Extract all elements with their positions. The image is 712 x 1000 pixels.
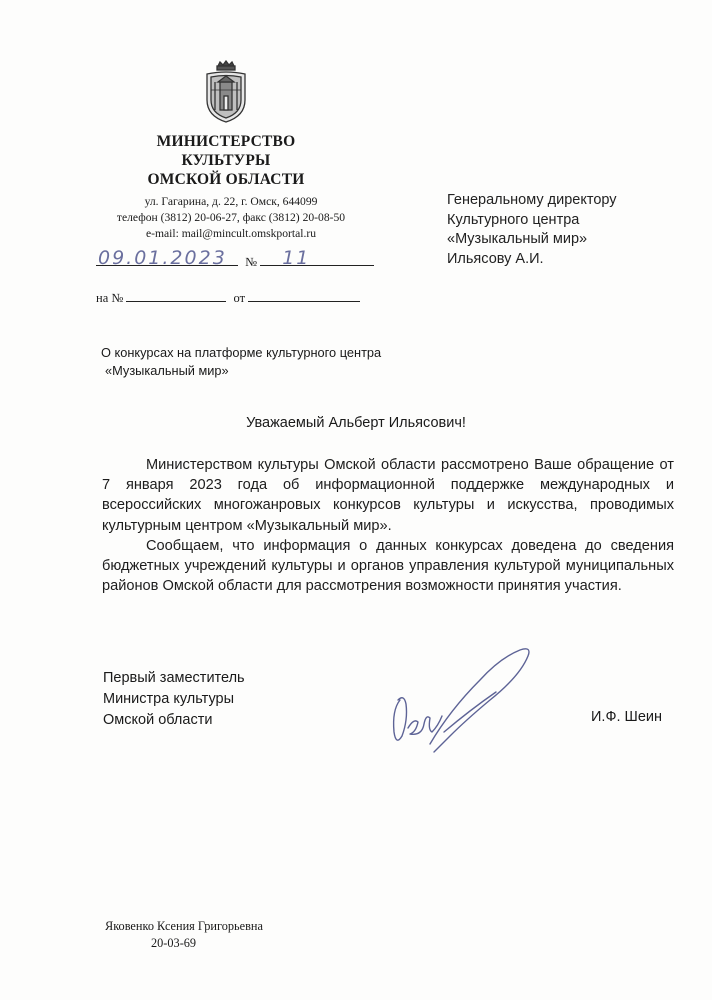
ministry-address: ул. Гагарина, д. 22, г. Омск, 644099: [144, 195, 318, 208]
ministry-phones: телефон (3812) 20-06-27, факс (3812) 20-08-50: [116, 211, 346, 224]
ministry-email: e-mail: mail@mincult.omskportal.ru: [145, 227, 317, 240]
ref-number-field: [126, 288, 226, 302]
recipient-line4: Ильясову А.И.: [447, 250, 544, 267]
ref-date-field: [248, 288, 360, 302]
signatory-position: [103, 668, 245, 731]
position-line2: Министра культуры: [103, 691, 235, 707]
signatory-name: И.Ф. Шеин: [591, 709, 662, 725]
handwritten-number: 11: [282, 247, 311, 269]
executor-block: [105, 918, 263, 952]
reference-line: [96, 288, 360, 306]
body-paragraph-1: Министерством культуры Омской области рассмотрено Ваше обращение от 7 января 2023 года об информационной поддержке международных и всероссийских многожанровых конкурсов культуры и искусства, проводимых культурным центром «Музыкальный мир».: [102, 457, 674, 534]
executor-phone: 20-03-69: [151, 936, 197, 950]
subject-line2: «Музыкальный мир»: [105, 363, 229, 378]
ministry-name-line1: МИНИСТЕРСТВО КУЛЬТУРЫ: [156, 133, 296, 169]
body-paragraph-2: Сообщаем, что информация о данных конкурсах доведена до сведения бюджетных учреждений культуры и органов управления культурой муниципальных районов Омской области для рассмотрения возможности принятия участия.: [102, 537, 674, 595]
ministry-name: [112, 132, 340, 189]
greeting: Уважаемый Альберт Ильясович!: [246, 415, 466, 431]
handwritten-signature-icon: [370, 640, 560, 765]
ref-label: на №: [96, 291, 124, 305]
subject-line1: О конкурсах на платформе культурного центра: [101, 345, 382, 360]
executor-name: Яковенко Ксения Григорьевна: [105, 919, 263, 933]
recipient-line1: Генеральному директору: [447, 192, 617, 208]
number-field: [260, 247, 374, 269]
date-field: [96, 247, 238, 269]
number-label: №: [245, 255, 258, 269]
recipient-block: [447, 191, 697, 269]
registration-line: [96, 247, 374, 270]
recipient-line2: Культурного центра: [447, 211, 580, 228]
coat-of-arms-icon: [203, 60, 249, 124]
recipient-line3: «Музыкальный мир»: [447, 231, 588, 247]
from-label: от: [233, 291, 246, 305]
handwritten-date: 09.01.2023: [98, 247, 227, 269]
ministry-contacts: [96, 194, 366, 242]
letter-subject: [101, 344, 421, 380]
position-line1: Первый заместитель: [103, 670, 245, 686]
letter-body: [102, 455, 674, 596]
position-line3: Омской области: [103, 712, 213, 728]
ministry-name-line2: ОМСКОЙ ОБЛАСТИ: [147, 171, 305, 188]
